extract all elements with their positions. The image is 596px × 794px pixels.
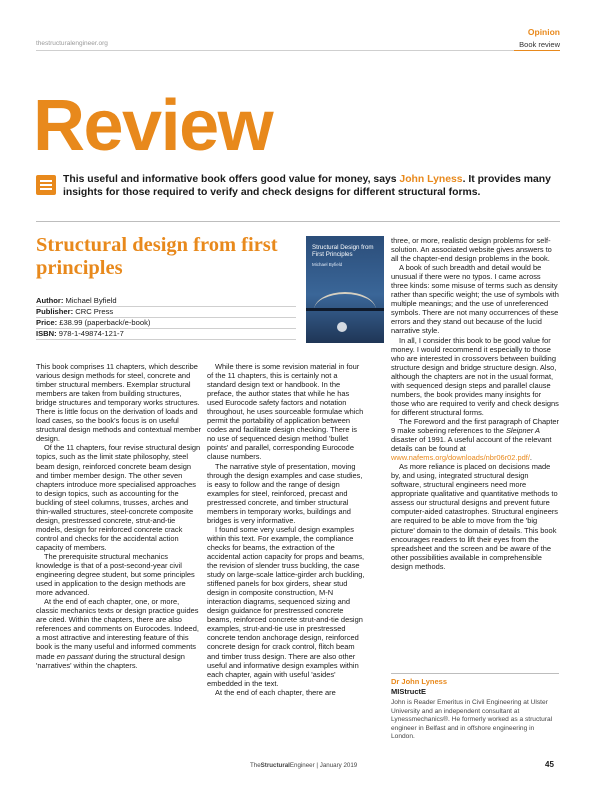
reference-link[interactable]: www.nafems.org/downloads/nbr06r02.pdf/ [391,453,530,463]
paragraph: This book comprises 11 chapters, which describe various design methods for steel, concrete and timber structural members. Exemplar structural members are taken from building structures, bridge structures and temporary works structures. There is little focus on the derivation of loads and load cases, so the book's focus is on useful structural design methods and contextual member design. [36,362,201,444]
cover-title: Structural Design from First Principles [312,244,374,258]
reviewer-rule [391,673,559,674]
paragraph: The prerequisite structural mechanics knowledge is that of a post-second-year civil engineering degree student, but some principles used in application to the design methods are more advanced. [36,551,195,598]
reviewer-affiliation: MIStructE [391,687,427,696]
reviewer-name: Dr John Lyness [391,677,447,686]
detail-price: Price: £38.99 (paperback/e-book) [36,318,296,329]
paragraph: At the end of each chapter, there are [215,687,336,697]
detail-author: Author: Michael Byfield [36,296,296,307]
reviewer-bio: John is Reader Emeritus in Civil Engineering at Ulster University and an independent consultant at Lynessmechanics®. He formerly worked as a structural engineer in Belfast and in offshore engineering in London. [391,699,553,741]
paragraph: The narrative style of presentation, moving through the design examples and case studies, is easy to follow and the range of design examples for steel, reinforced, precast and prestressed concrete, and timber structural members in temporary works, buildings and bridges is very informative. [207,461,363,525]
publisher-logo-icon [337,322,347,332]
body-column-1 [36,362,201,670]
detail-publisher: Publisher: CRC Press [36,307,296,318]
body-column-2 [207,362,367,697]
book-title: Structural design from first principles [36,234,278,279]
page-number: 45 [545,760,554,769]
standfirst-author: John Lyness [399,174,463,185]
header-accent-rule [514,50,560,51]
paragraph: I found some very useful design examples within this text. For example, the compliance checks for beams, the extraction of the accidental action capacity for props and beams, the revision of slender truss buckling, the case study on large-scale lattice-girder arch buckling, stiffened panels for box girders, shear stud design in composite construction, M-N interaction diagrams, sequenced sizing and design guidance for prestressed concrete beams, reinforced concrete strut-and-tie design examples, strut-and-tie use in prestressed concrete tendon anchorage design, reinforced concrete design for crack control, flitch beam and timber truss design. There are also other useful and informative design examples within each chapter, again with useful 'asides' embedded in the text. [207,524,365,688]
paragraph: As more reliance is placed on decisions made by, and using, integrated structural design software, structural engineers need more appropriate qualitative and quantitative methods to assess our structural designs and prevent future computer-aided catastrophes. Structural engineers are required to be able to move from the 'big picture' domain to the domain of details. This book encourages readers to lift their eyes from the spreadsheet and the screen and be aware of the other possibilities available in comprehensible design methods. [391,462,559,571]
cover-author: Michael Byfield [312,262,343,267]
book-icon [36,175,56,195]
paragraph: In all, I consider this book to be good value for money. I would recommend it especially to those who are interested in crossovers between building structure design and bridge structure design. Also, although the chapters are not in the usual format, with sequenced design steps and parallel clause numbers, the book provides many insights for those who are required to verify and check designs for different structural forms. [391,335,559,417]
detail-isbn: ISBN: 978-1-49874-121-7 [36,329,296,340]
page-title: Review [33,86,273,166]
header-rule [36,50,560,51]
cover-bridge-deck [306,308,384,311]
standfirst-text-before: This useful and informative book offers good value for money, says [63,174,400,185]
site-url: thestructuralengineer.org [36,40,108,47]
section-divider [36,221,560,222]
subsection-label: Book review [519,40,560,49]
footer-masthead: TheStructuralEngineer | January 2019 [250,762,358,769]
paragraph: The Foreword and the first paragraph of Chapter 9 make sobering references to the Sleipner A disaster of 1991. A useful account of the relevant details can be found at www.nafems.org/downloads/nbr06r02.pdf/. [391,416,559,463]
book-details [36,296,296,340]
section-label: Opinion [527,27,560,37]
book-cover [306,236,384,343]
standfirst [63,173,563,199]
paragraph: three, or more, realistic design problems for self-solution. An associated website gives answers to all the chapter-end design problems in the book. [391,236,552,264]
paragraph: While there is some revision material in four of the 11 chapters, this is certainly not a standard design text or handbook. In the preface, the author states that while he has used Eurocode safety factors and notation throughout, he uses sourceable formulae which permit the portability of application between codes and facilitate design checking. There is no use of sequenced design method 'bullet points' and parallel, corresponding Eurocode clause numbers. [207,362,364,462]
paragraph: Of the 11 chapters, four revise structural design topics, such as the limit state philosophy, steel beam design, reinforced concrete beam design and timber member design. The other seven chapters introduce more specialised approaches to design topics, such as accounting for the buckling of steel columns, trusses, arches and thin-walled structures, steel-concrete composite design, prestressed concrete, strut-and-tie models, design for reinforced concrete crack control and checks for the accidental action capacity of members. [36,443,201,552]
paragraph: A book of such breadth and detail would be unusual if there were no typos. I came across three kinds: some misuse of terms such as density rather than specific weight; the use of symbols with multiple meanings; and the use of unreferenced symbols. There are not many occurrences of these errors and they stand out because of the lucid narrative style. [391,263,559,336]
standfirst-text-after: . It provides many insights for those required to verify and check designs for different structural forms. [63,174,551,198]
paragraph: At the end of each chapter, one, or more, classic mechanics texts or design practice guides are cited. Within the chapters, there are also references and comments on Eurocodes. Indeed, a most attractive and interesting feature of this book is the many useful and informed comments made en passant during the structural design 'narratives' within the chapters. [36,597,199,670]
body-column-3 [391,236,559,571]
